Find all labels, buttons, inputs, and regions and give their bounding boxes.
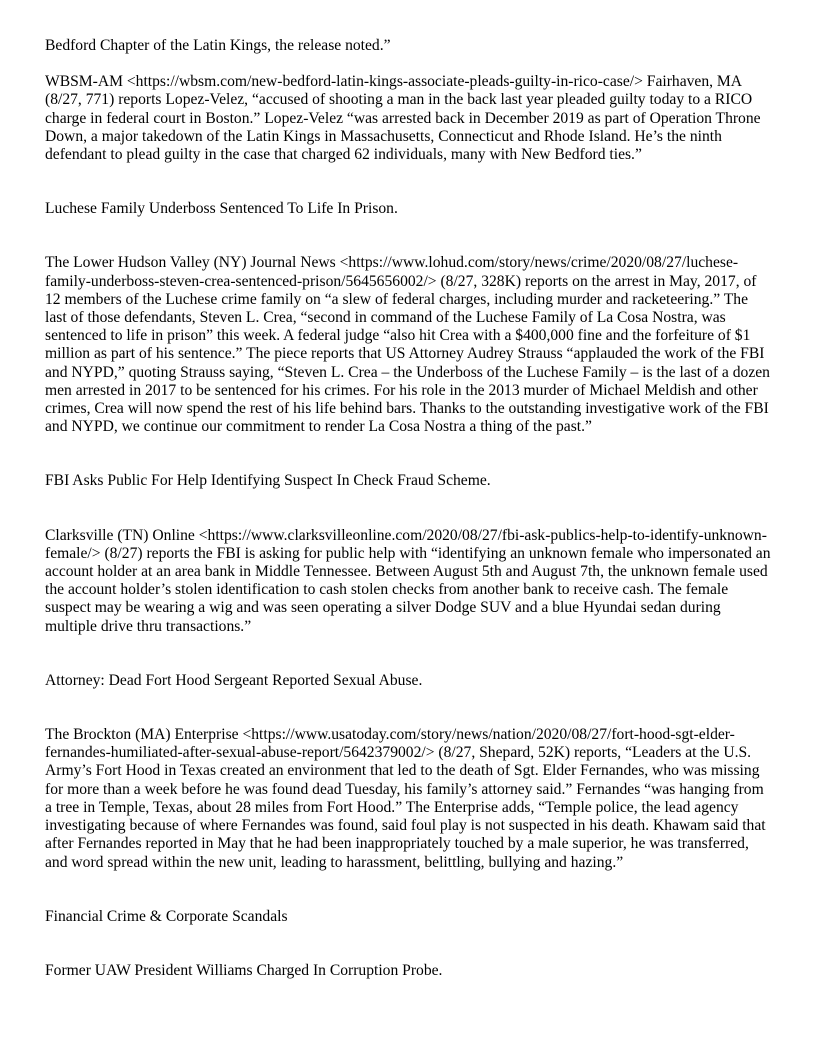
headline-fort-hood-sergeant: Attorney: Dead Fort Hood Sergeant Reported Sexual Abuse. — [45, 671, 423, 689]
headline-luchese-underboss: Luchese Family Underboss Sentenced To Life In Prison. — [45, 200, 398, 218]
paragraph-latin-kings-continued: Bedford Chapter of the Latin Kings, the release noted.” — [45, 37, 391, 54]
headline-fbi-check-fraud: FBI Asks Public For Help Identifying Suspect In Check Fraud Scheme. — [45, 472, 491, 490]
paragraph-journal-news-report: The Lower Hudson Valley (NY) Journal News <https://www.lohud.com/story/news/crime/2020/08/27/luchese-family-underboss-steven-crea-sentenced-prison/5645656002/> (8/27, 328K) reports on the arrest in May, 2017, of 12 members of the Luchese crime family on “a slew of federal charges, including murder and racketeering.” The last of those defendants, Steven L. Crea, “second in command of the Luchese Family of La Cosa Nostra, was sentenced to life in prison” this week. A federal judge “also hit Crea with a $400,000 fine and the forfeiture of $1 million as part of his sentence.” The piece reports that US Attorney Audrey Strauss “applauded the work of the FBI and NYPD,” quoting Strauss saying, “Steven L. Crea – the Underboss of the Luchese Family – is the last of a dozen men arrested in 2017 to be sentenced for his crimes. For his role in the 2013 murder of Michael Meldish and other crimes, Crea will now spend the rest of his life behind bars. Thanks to the outstanding investigative work of the FBI and NYPD, we continue our commitment to render La Cosa Nostra a thing of the past.” — [45, 254, 770, 436]
paragraph-clarksville-report: Clarksville (TN) Online <https://www.clarksvilleonline.com/2020/08/27/fbi-ask-publics-help-to-identify-unknown-female/> (8/27) reports the FBI is asking for public help with “identifying an unknown female who impersonated an account holder at an area bank in Middle Tennessee. Between August 5th and August 7th, the unknown female used the account holder’s stolen identification to cash stolen checks from another bank to receive cash. The female suspect may be wearing a wig and was seen operating a silver Dodge SUV and a blue Hyundai sedan during multiple drive thru transactions.” — [45, 526, 771, 635]
paragraph-wbsm-report: WBSM-AM <https://wbsm.com/new-bedford-latin-kings-associate-pleads-guilty-in-rico-case/> Fairhaven, MA (8/27, 771) reports Lopez-Velez, “accused of shooting a man in the back last year pleaded guilty today to a RICO charge in federal court in Boston.” Lopez-Velez “was arrested back in December 2019 as part of Operation Throne Down, a major takedown of the Latin Kings in Massachusetts, Connecticut and Rhode Island. He’s the ninth defendant to plead guilty in the case that charged 62 individuals, many with New Bedford ties.” — [45, 73, 761, 164]
document-page — [45, 37, 773, 980]
headline-uaw-president: Former UAW President Williams Charged In Corruption Probe. — [45, 961, 443, 979]
paragraph-brockton-report: The Brockton (MA) Enterprise <https://www.usatoday.com/story/news/nation/2020/08/27/fort-hood-sgt-elder-fernandes-humiliated-after-sexual-abuse-report/5642379002/> (8/27, Shepard, 52K) reports, “Leaders at the U.S. Army’s Fort Hood in Texas created an environment that led to the death of Sgt. Elder Fernandes, who was missing for more than a week before he was found dead Tuesday, his family’s attorney said.” Fernandes “was hanging from a tree in Temple, Texas, about 28 miles from Fort Hood.” The Enterprise adds, “Temple police, the lead agency investigating because of where Fernandes was found, said foul play is not suspected in his death. Khawam said that after Fernandes reported in May that he had been inappropriately touched by a male superior, he was transferred, and word spread within the new unit, leading to harassment, belittling, bullying and hazing.” — [45, 726, 766, 871]
section-heading-financial-crime: Financial Crime & Corporate Scandals — [45, 907, 288, 925]
